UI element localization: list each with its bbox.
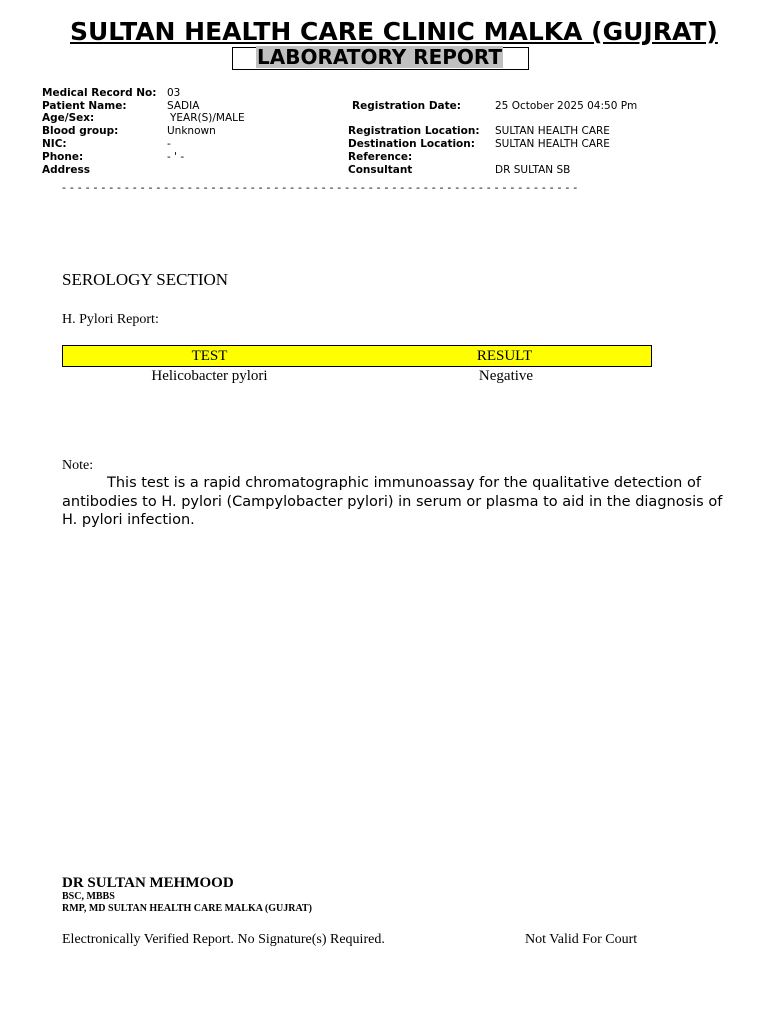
reference-label: Reference: xyxy=(348,151,413,163)
patient-name-value: SADIA xyxy=(167,100,200,112)
registration-date-label: Registration Date: xyxy=(352,100,461,112)
note-text: This test is a rapid chromatographic immunoassay for the qualitative detection of antibodies to H. pylori (Campylobacter pylori) in serum or plasma to aid in the diagnosis of H. pylori infection. xyxy=(62,475,723,528)
note-label: Note: xyxy=(62,458,94,473)
doctor-degrees: BSC, MBBS xyxy=(62,891,115,902)
section-title: SEROLOGY SECTION xyxy=(62,270,229,289)
blood-group-label: Blood group: xyxy=(42,125,119,137)
age-sex-label: Age/Sex: xyxy=(42,112,95,124)
clinic-title: SULTAN HEALTH CARE CLINIC MALKA (GUJRAT) xyxy=(70,17,718,46)
nic-label: NIC: xyxy=(42,138,67,150)
doctor-title: RMP, MD SULTAN HEALTH CARE MALKA (GUJRAT) xyxy=(62,903,312,914)
verification-notice: Electronically Verified Report. No Signature(s) Required. xyxy=(62,932,385,947)
consultant-value: DR SULTAN SB xyxy=(495,164,571,176)
dashed-separator: - - - - - - - - - - - - - - - - - - - - - - - - - - - - - - - - - - - - - - - - - - - - - - - - - - - - - - - - - - - - - - - - - - xyxy=(62,181,578,194)
report-label: H. Pylori Report: xyxy=(62,312,159,327)
column-header-test: TEST xyxy=(191,348,228,364)
blood-group-value: Unknown xyxy=(167,125,216,137)
test-result-cell: Negative xyxy=(478,368,534,384)
registration-location-label: Registration Location: xyxy=(348,125,480,137)
test-name-cell: Helicobacter pylori xyxy=(151,368,268,384)
doctor-name: DR SULTAN MEHMOOD xyxy=(62,875,234,891)
nic-value: - xyxy=(167,138,171,150)
report-title: LABORATORY REPORT xyxy=(257,45,503,69)
phone-value: - ' - xyxy=(167,151,185,163)
medical-record-label: Medical Record No: xyxy=(42,87,157,99)
registration-date-value: 25 October 2025 04:50 Pm xyxy=(495,100,638,112)
address-label: Address xyxy=(42,164,90,176)
column-header-result: RESULT xyxy=(476,348,533,364)
medical-record-value: 03 xyxy=(167,87,181,99)
consultant-label: Consultant xyxy=(348,164,413,176)
registration-location-value: SULTAN HEALTH CARE xyxy=(495,125,610,137)
patient-name-label: Patient Name: xyxy=(42,100,127,112)
phone-label: Phone: xyxy=(42,151,84,163)
age-sex-value: YEAR(S)/MALE xyxy=(170,112,245,124)
destination-location-label: Destination Location: xyxy=(348,138,475,150)
destination-location-value: SULTAN HEALTH CARE xyxy=(495,138,610,150)
court-notice: Not Valid For Court xyxy=(525,932,638,947)
